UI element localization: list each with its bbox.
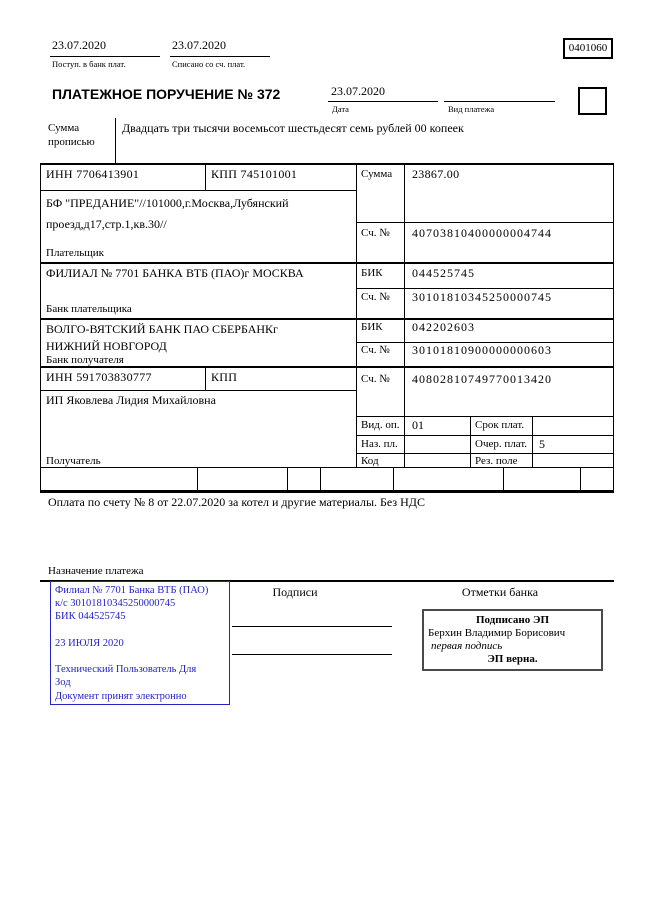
payer-account-label: Сч. №: [361, 227, 390, 239]
stamp-line: Технический Пользователь Для: [55, 664, 197, 676]
table-border: [40, 366, 614, 368]
beneficiary-kpp-label: КПП: [211, 370, 238, 384]
table-border: [356, 288, 614, 289]
esign-stamp: [422, 609, 603, 671]
payer-inn: ИНН 7706413901: [46, 167, 140, 181]
first-signature-line: [232, 626, 392, 627]
debited-date-label: Списано со сч. плат.: [172, 59, 246, 69]
stamp-line: [55, 624, 225, 637]
table-border: [356, 435, 614, 436]
table-border: [613, 163, 614, 490]
table-border: [197, 467, 198, 490]
second-signature-line: [232, 654, 392, 655]
stamp-line: БИК 044525745: [55, 611, 126, 623]
payer-bank-name: ФИЛИАЛ № 7701 БАНКА ВТБ (ПАО)г МОСКВА: [46, 266, 304, 280]
bank-marks-header: Отметки банка: [461, 585, 539, 599]
amount-words-label: Сумма прописью: [48, 122, 95, 148]
esign-status: ЭП верна.: [487, 653, 538, 665]
sum-label: Сумма: [361, 168, 393, 180]
table-border: [40, 318, 614, 320]
beneficiary-bank-name: ВОЛГО-ВЯТСКИЙ БАНК ПАО СБЕРБАНКг НИЖНИЙ НОВГОРОД: [46, 322, 278, 353]
stamp-line: Филиал № 7701 Банка ВТБ (ПАО): [55, 585, 209, 596]
table-border: [40, 163, 41, 490]
table-border: [470, 416, 471, 467]
payer-kpp: КПП 745101001: [211, 167, 298, 181]
payment-purpose-label: Назначение платежа: [48, 565, 144, 577]
table-border: [40, 467, 614, 468]
document-title: ПЛАТЕЖНОЕ ПОРУЧЕНИЕ № 372: [52, 86, 281, 102]
payment-purpose-text: Оплата по счету № 8 от 22.07.2020 за котел и другие материалы. Без НДС: [48, 495, 425, 509]
sum-value: 23867.00: [412, 167, 460, 181]
payment-type-label: Вид платежа: [448, 104, 495, 114]
table-border: [205, 163, 206, 190]
reserve-field-label: Рез. поле: [475, 455, 518, 467]
beneficiary-bank-account-label: Сч. №: [361, 344, 390, 356]
table-border: [40, 490, 614, 493]
beneficiary-section-label: Получатель: [46, 455, 101, 467]
op-type-label: Вид. оп.: [361, 419, 400, 431]
esign-signer-name: Берхин Владимир Борисович: [428, 627, 566, 639]
payer-bank-section-label: Банк плательщика: [46, 303, 132, 315]
payer-account: 40703810400000004744: [412, 226, 552, 240]
received-date-line: [50, 56, 160, 57]
beneficiary-bank-bik-label: БИК: [361, 321, 383, 333]
received-date-label: Поступ. в банк плат.: [52, 59, 126, 69]
amount-words-divider: [115, 118, 116, 163]
form-code-box: 0401060: [563, 38, 613, 59]
amount-words-value: Двадцать три тысячи восемьсот шестьдесят семь рублей 00 копеек: [122, 121, 464, 135]
table-border: [320, 467, 321, 490]
due-date-label: Срок плат.: [475, 419, 525, 431]
table-border: [532, 416, 533, 467]
payment-type-checkbox: [578, 87, 607, 115]
purpose-code-label: Наз. пл.: [361, 438, 398, 450]
table-border: [356, 222, 614, 223]
priority-value: 5: [539, 437, 545, 451]
payer-bank-account: 30101810345250000745: [412, 290, 552, 304]
table-border: [40, 190, 356, 191]
beneficiary-inn: ИНН 591703830777: [46, 370, 152, 384]
esign-signature-kind: первая подпись: [431, 640, 503, 652]
payer-bank-bik: 044525745: [412, 266, 475, 280]
document-date-value: 23.07.2020: [331, 84, 385, 98]
table-border: [40, 262, 614, 264]
stamp-line: Зод: [55, 677, 71, 689]
table-border: [404, 163, 405, 467]
code-label: Код: [361, 455, 379, 467]
esign-stamp-title: Подписано ЭП: [475, 614, 550, 626]
stamp-line: 23 ИЮЛЯ 2020: [55, 637, 124, 649]
document-date-line: [328, 101, 438, 102]
payer-bank-bik-label: БИК: [361, 267, 383, 279]
stamp-line: к/с 30101810345250000745: [55, 598, 176, 610]
bank-acceptance-stamp: [50, 581, 230, 705]
op-type-value: 01: [412, 418, 424, 432]
payer-name: БФ "ПРЕДАНИЕ"//101000,г.Москва,Лубянский проезд,д17,стр.1,кв.30//: [46, 196, 289, 231]
document-date-label: Дата: [332, 104, 349, 114]
table-border: [356, 453, 614, 454]
table-border: [40, 163, 614, 165]
table-border: [205, 366, 206, 390]
stamp-line: [55, 650, 225, 663]
debited-date-line: [170, 56, 270, 57]
beneficiary-bank-account: 30101810900000000603: [412, 343, 552, 357]
received-date-value: 23.07.2020: [52, 38, 106, 52]
table-border: [287, 467, 288, 490]
payment-type-line: [444, 101, 555, 102]
signatures-header: Подписи: [272, 585, 318, 599]
payer-bank-account-label: Сч. №: [361, 291, 390, 303]
debited-date-value: 23.07.2020: [172, 38, 226, 52]
beneficiary-bank-section-label: Банк получателя: [46, 354, 124, 366]
table-border: [40, 390, 356, 391]
beneficiary-name: ИП Яковлева Лидия Михайловна: [46, 393, 216, 407]
table-border: [580, 467, 581, 490]
table-border: [356, 163, 357, 467]
priority-label: Очер. плат.: [475, 438, 528, 450]
payer-section-label: Плательщик: [46, 247, 104, 259]
table-border: [503, 467, 504, 490]
beneficiary-account: 40802810749770013420: [412, 372, 552, 386]
table-border: [356, 416, 614, 417]
table-border: [393, 467, 394, 490]
stamp-line: Документ принят электронно: [55, 690, 187, 702]
beneficiary-account-label: Сч. №: [361, 373, 390, 385]
beneficiary-bank-bik: 042202603: [412, 320, 475, 334]
